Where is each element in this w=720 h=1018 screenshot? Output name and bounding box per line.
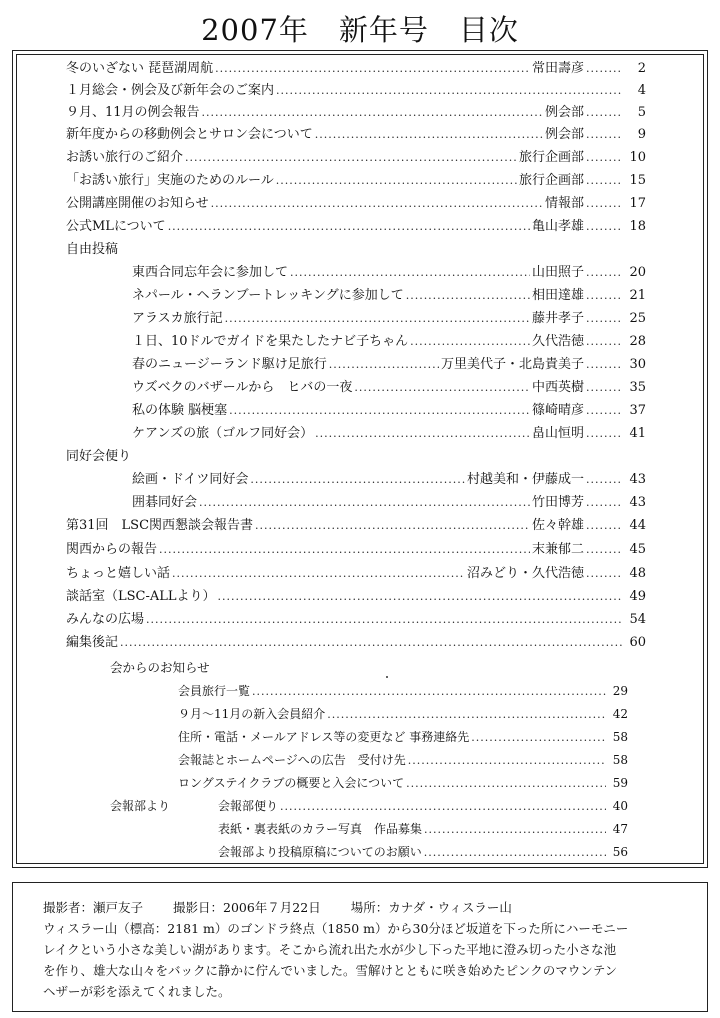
toc-entry — [66, 542, 646, 558]
page-title: 2007年 新年号 目次 — [201, 13, 519, 47]
toc-entry — [132, 357, 646, 373]
toc-entry-page: 44 — [629, 518, 646, 533]
caption-line: ウィスラー山（標高：2181 m）のゴンドラ終点（1850 m）から30分ほど坂道を下った所にハーモニー — [43, 921, 629, 936]
toc-entry-page: 4 — [637, 83, 646, 98]
toc-entry-title: 「お誘い旅行」実施のためのルール — [66, 173, 274, 188]
toc-entry-author: 竹田博芳 — [531, 495, 584, 510]
notice-entry — [178, 706, 628, 723]
caption-line: ヘザーが彩を添えてくれました。 — [43, 984, 231, 999]
toc-entry-page: 54 — [629, 612, 646, 627]
toc-entry — [132, 403, 646, 419]
editorial-title: 会報部より投稿原稿についてのお願い — [218, 845, 422, 859]
leader-dots — [168, 219, 530, 235]
toc-entry-page: 41 — [629, 426, 646, 441]
toc-entry-page: 35 — [629, 380, 646, 395]
toc-entry — [66, 518, 646, 534]
photo-date: 撮影日：2006年７月22日 — [173, 900, 321, 915]
toc-entry-title: みんなの広場 — [66, 612, 145, 627]
editorial-page: 47 — [612, 822, 628, 836]
toc-entry-author: 久代浩徳 — [531, 334, 584, 349]
toc-entry-author: 中西英樹 — [531, 380, 584, 395]
stray-dot — [386, 676, 388, 678]
toc-entry — [132, 311, 646, 327]
toc-entry-page: 48 — [629, 566, 646, 581]
toc-entry-author: 例会部 — [544, 127, 584, 142]
leader-dots — [215, 61, 530, 77]
toc-entry — [66, 61, 646, 77]
toc-entry-title: ウズベクのバザールから ヒバの一夜 — [132, 380, 353, 395]
toc-entry-title: ケアンズの旅（ゴルフ同好会） — [132, 426, 314, 441]
toc-entry-page: 37 — [629, 403, 646, 418]
toc-entry-page: 43 — [629, 495, 646, 510]
leader-dots — [202, 105, 543, 121]
toc-entry-title: 春のニュージーランド駆け足旅行 — [132, 357, 327, 372]
editorial-page: 40 — [612, 799, 628, 813]
toc-entry-title: １日、10ドルでガイドを果たしたナビ子ちゃん — [132, 334, 409, 349]
toc-entry-title: 新年度からの移動例会とサロン会について — [66, 127, 313, 142]
editorial-title: 会報部便り — [218, 799, 279, 813]
notice-page: 42 — [612, 707, 628, 721]
toc-entry-author: 末兼郁二 — [531, 542, 584, 557]
toc-entry-page: 30 — [629, 357, 646, 372]
notice-page: 59 — [612, 776, 628, 790]
leader-dots — [211, 196, 543, 212]
toc-entry-author: 山田照子 — [531, 265, 584, 280]
editorial-entry — [218, 821, 628, 838]
toc-entry-page: 9 — [637, 127, 646, 142]
toc-entry-author: 沼みどり・久代浩徳 — [466, 566, 584, 581]
toc-entry — [132, 472, 646, 488]
toc-entry-page: 15 — [629, 173, 646, 188]
toc-entry-author: 相田達雄 — [531, 288, 584, 303]
editorial-entry — [218, 844, 628, 861]
leader-dots — [185, 150, 517, 166]
toc-entry-title: １月総会・例会及び新年会のご案内 — [66, 83, 275, 98]
toc-entry-page: 5 — [637, 105, 646, 120]
notice-title: ９月～11月の新入会員紹介 — [178, 707, 326, 721]
toc-entry-page: 60 — [629, 635, 646, 650]
toc-entry-title: 公開講座開催のお知らせ — [66, 196, 209, 211]
notice-title: 会報誌とホームページへの広告 受付け先 — [178, 753, 406, 767]
toc-entry — [66, 635, 646, 651]
photo-caption-box — [12, 882, 708, 1012]
toc-entry-page: 25 — [629, 311, 646, 326]
notice-page: 29 — [612, 684, 628, 698]
toc-entry-page: 21 — [629, 288, 646, 303]
notice-title: 住所・電話・メールアドレス等の変更など 事務連絡先 — [178, 730, 470, 744]
toc-entry-author: 情報部 — [544, 196, 584, 211]
toc-entry-title: アラスカ旅行記 — [132, 311, 223, 326]
toc-entry-page: 20 — [629, 265, 646, 280]
photo-place: 場所：カナダ・ウィスラー山 — [350, 900, 512, 915]
toc-entry — [132, 426, 646, 442]
section-heading-notices: 会からのお知らせ — [110, 660, 210, 675]
toc-entry — [132, 265, 646, 281]
toc-entry-page: 10 — [629, 150, 646, 165]
toc-entry-author: 例会部 — [544, 105, 584, 120]
leader-dots — [276, 83, 622, 99]
toc-entry-author: 篠崎晴彦 — [531, 403, 584, 418]
toc-entry-author: 旅行企画部 — [518, 173, 584, 188]
toc-entry-author: 常田壽彦 — [531, 61, 584, 76]
toc-entry-page: 28 — [629, 334, 646, 349]
section-heading-club: 同好会便り — [66, 449, 132, 464]
notice-title: ロングステイクラブの概要と入会について — [178, 776, 405, 790]
toc-entry-title: 公式MLについて — [66, 219, 166, 234]
toc-entry-title: 談話室（LSC-ALLより） — [66, 589, 216, 604]
toc-entry — [66, 196, 646, 212]
toc-entry-author: 畠山恒明 — [531, 426, 584, 441]
toc-entry — [132, 288, 646, 304]
toc-entry-page: 17 — [629, 196, 646, 211]
toc-entry-title: 囲碁同好会 — [132, 495, 198, 510]
toc-entry-title: 第31回 LSC関西懇談会報告書 — [66, 518, 254, 533]
editorial-label: 会報部より — [110, 799, 171, 813]
notice-entry — [178, 683, 628, 700]
editorial-entry — [110, 798, 628, 815]
section-heading-free: 自由投稿 — [66, 242, 119, 257]
toc-entry — [66, 566, 646, 582]
toc-entry-title: ネパール・ヘランブートレッキングに参加して — [132, 288, 404, 303]
photo-meta — [43, 897, 683, 918]
toc-entry-title: お誘い旅行のご紹介 — [66, 150, 184, 165]
toc-entry — [66, 105, 646, 121]
toc-entry — [66, 589, 646, 605]
toc-entry-title: ちょっと嬉しい話 — [66, 566, 171, 581]
caption-line: を作り、雄大な山々をバックに静かに佇んでいました。雪解けとともに咲き始めたピンクのマウンテン — [43, 963, 618, 978]
toc-entry-author: 旅行企画部 — [518, 150, 584, 165]
toc-entry — [66, 127, 646, 143]
toc-entry — [66, 219, 646, 235]
toc-entry-title: 冬のいざない 琵琶湖周航 — [66, 61, 214, 76]
photographer: 撮影者：瀬戸友子 — [43, 900, 144, 915]
notice-title: 会員旅行一覧 — [178, 684, 251, 698]
notice-page: 58 — [612, 730, 628, 744]
toc-entry-page: 45 — [629, 542, 646, 557]
toc-entry — [66, 173, 646, 189]
toc-entry — [132, 495, 646, 511]
toc-entry-author: 佐々幹雄 — [531, 518, 584, 533]
toc-entry — [66, 150, 646, 166]
editorial-title: 表紙・裏表紙のカラー写真 作品募集 — [218, 822, 423, 836]
leader-dots — [276, 173, 517, 189]
editorial-page: 56 — [612, 845, 628, 859]
toc-entry — [132, 380, 646, 396]
toc-entry-page: 2 — [637, 61, 646, 76]
toc-entry-author: 亀山孝雄 — [531, 219, 584, 234]
toc-entry — [66, 612, 646, 628]
toc-entry-author: 村越美和・伊藤成一 — [466, 472, 584, 487]
toc-entry-title: 絵画・ドイツ同好会 — [132, 472, 249, 487]
toc-entry-author: 藤井孝子 — [531, 311, 584, 326]
toc-entry-title: 関西からの報告 — [66, 542, 158, 557]
toc-entry-page: 49 — [629, 589, 646, 604]
toc-entry-page: 18 — [629, 219, 646, 234]
notice-entry — [178, 752, 628, 769]
notice-page: 58 — [612, 753, 628, 767]
toc-entry-title: 私の体験 脳梗塞 — [132, 403, 228, 418]
notice-entry — [178, 729, 628, 746]
toc-entry — [132, 334, 646, 350]
leader-dots — [315, 127, 543, 143]
toc-entry-page: 43 — [629, 472, 646, 487]
toc-entry-title: ９月、11月の例会報告 — [66, 105, 200, 120]
toc-entry — [66, 83, 646, 99]
toc-entry-title: 東西合同忘年会に参加して — [132, 265, 289, 280]
notice-entry — [178, 775, 628, 792]
toc-entry-author: 万里美代子・北島貴美子 — [440, 357, 584, 372]
toc-entry-title: 編集後記 — [66, 635, 119, 650]
caption-line: レイクという小さな美しい湖があります。そこから流れ出た水が少し下った平地に澄み切った小さな池 — [43, 942, 617, 957]
